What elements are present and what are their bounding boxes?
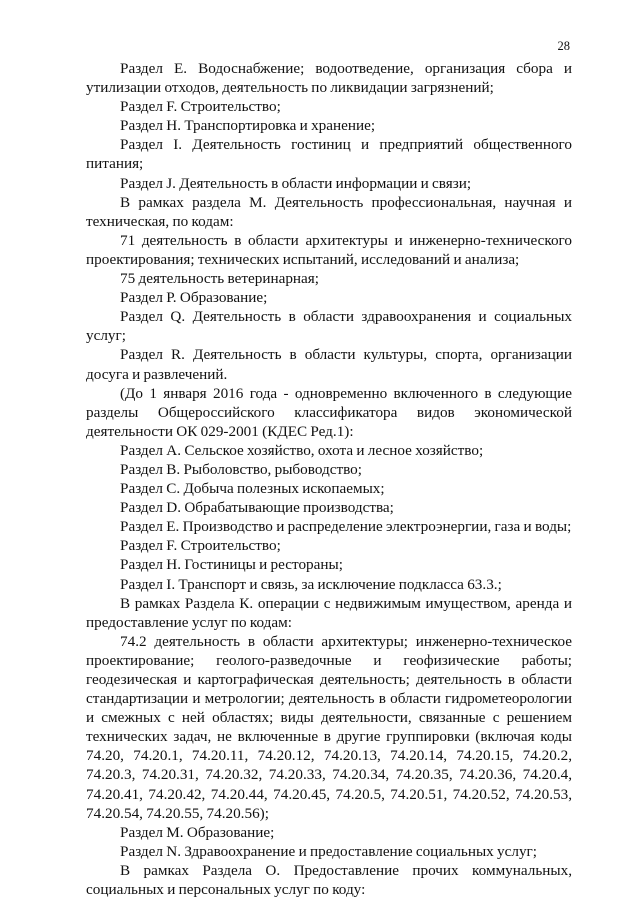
paragraph-13: Раздел А. Сельское хозяйство, охота и лесное хозяйство; <box>120 441 484 459</box>
paragraph-6: В рамках раздела М. Деятельность профессиональная, научная и техническая, по кодам: <box>86 193 572 230</box>
page-number: 28 <box>557 39 570 53</box>
paragraph-8: 75 деятельность ветеринарная; <box>120 270 319 288</box>
paragraph-16: Раздел D. Обрабатывающие производства; <box>120 499 394 517</box>
paragraph-2: Раздел F. Строительство; <box>120 98 281 116</box>
paragraph-5: Раздел J. Деятельность в области информации и связи; <box>120 174 472 192</box>
paragraph-23: Раздел М. Образование; <box>120 823 275 841</box>
paragraph-17: Раздел Е. Производство и распределение электроэнергии, газа и воды; <box>120 518 572 536</box>
paragraph-12: (До 1 января 2016 года - одновременно включенного в следующие разделы Общероссийского классификатора видов экономической деятельности ОК 029-2001 (КДЕС Ред.1): <box>86 384 572 440</box>
paragraph-14: Раздел В. Рыболовство, рыбоводство; <box>120 460 362 478</box>
paragraph-15: Раздел С. Добыча полезных ископаемых; <box>120 480 385 498</box>
paragraph-24: Раздел N. Здравоохранение и предоставление социальных услуг; <box>120 842 537 860</box>
paragraph-22: 74.2 деятельность в области архитектуры; инженерно-техническое проектирование; геолого-разведочные и геофизические работы; геодезическая и картографическая деятельность; деятельность в области стандартизации и метрологии; деятельность в области гидрометеорологии и смежных с ней областях; виды деятельности, связанные с решением технических задач, не включенные в другие группировки (включая коды 74.20, 74.20.1, 74.20.11, 74.20.12, 74.20.13, 74.20.14, 74.20.15, 74.20.2, 74.20.3, 74.20.31, 74.20.32, 74.20.33, 74.20.34, 74.20.35, 74.20.36, 74.20.4, 74.20.41, 74.20.42, 74.20.44, 74.20.45, 74.20.5, 74.20.51, 74.20.52, 74.20.53, 74.20.54, 74.20.55, 74.20.56); <box>86 632 572 822</box>
paragraph-25: В рамках Раздела О. Предоставление прочих коммунальных, социальных и персональных услуг по коду: <box>86 861 572 899</box>
paragraph-1: Раздел Е. Водоснабжение; водоотведение, организация сбора и утилизации отходов, деятельность по ликвидации загрязнений; <box>86 60 572 97</box>
document-body <box>86 59 572 899</box>
paragraph-20: Раздел I. Транспорт и связь, за исключение подкласса 63.3.; <box>120 575 502 593</box>
paragraph-10: Раздел Q. Деятельность в области здравоохранения и социальных услуг; <box>86 308 572 345</box>
paragraph-19: Раздел Н. Гостиницы и рестораны; <box>120 556 343 574</box>
paragraph-18: Раздел F. Строительство; <box>120 537 281 555</box>
paragraph-21: В рамках Раздела К. операции с недвижимым имуществом, аренда и предоставление услуг по кодам: <box>86 594 572 631</box>
paragraph-7: 71 деятельность в области архитектуры и инженерно-технического проектирования; технических испытаний, исследований и анализа; <box>86 231 572 268</box>
paragraph-3: Раздел Н. Транспортировка и хранение; <box>120 117 376 135</box>
paragraph-11: Раздел R. Деятельность в области культуры, спорта, организации досуга и развлечений. <box>86 346 572 383</box>
paragraph-4: Раздел I. Деятельность гостиниц и предприятий общественного питания; <box>86 136 572 173</box>
paragraph-9: Раздел Р. Образование; <box>120 289 268 307</box>
